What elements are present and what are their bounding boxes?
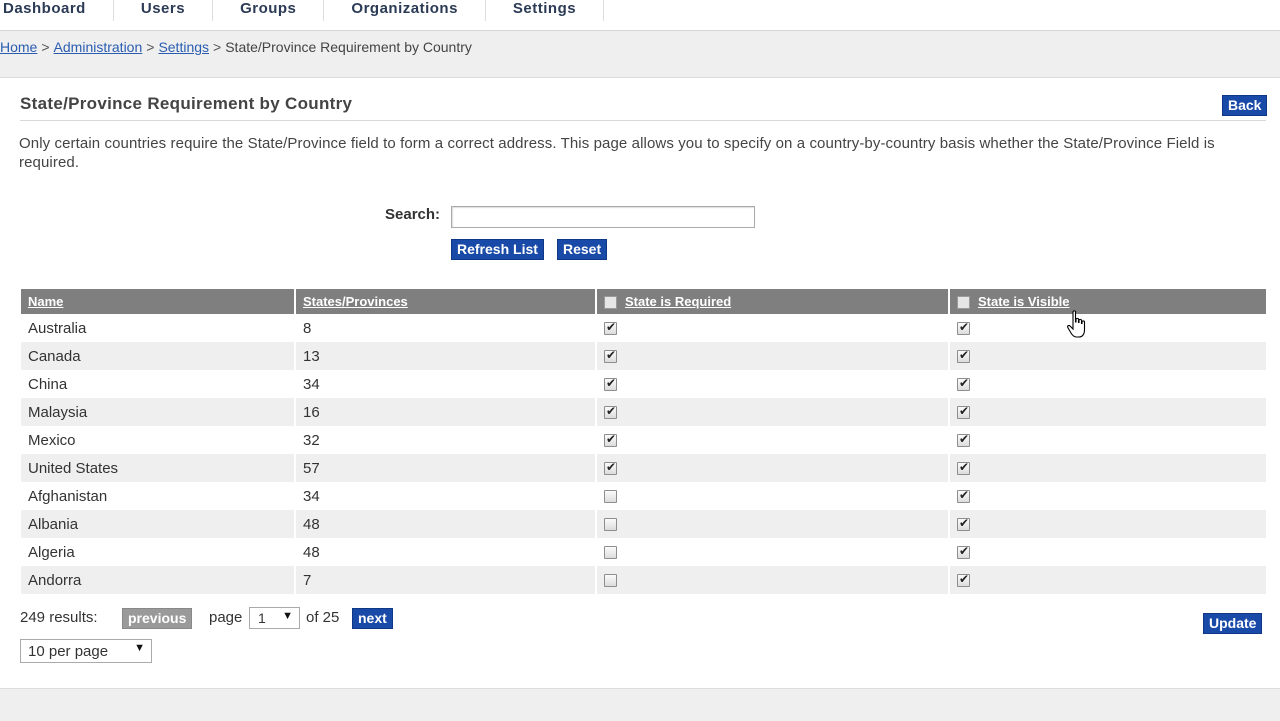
nav-organizations[interactable]: Organizations bbox=[324, 0, 486, 21]
state-required-checkbox[interactable] bbox=[604, 322, 617, 335]
visible-cell bbox=[949, 398, 1266, 426]
per-page-value: 10 per page bbox=[28, 643, 109, 660]
breadcrumb-administration[interactable]: Administration bbox=[53, 39, 143, 55]
country-name-cell: Mexico bbox=[21, 426, 295, 454]
states-count-cell: 8 bbox=[295, 314, 596, 342]
country-name-cell: Albania bbox=[21, 510, 295, 538]
visible-cell bbox=[949, 538, 1266, 566]
header-name bbox=[21, 289, 295, 314]
state-required-checkbox[interactable] bbox=[604, 350, 617, 363]
visible-cell bbox=[949, 370, 1266, 398]
state-visible-checkbox[interactable] bbox=[957, 462, 970, 475]
table-row bbox=[21, 566, 1266, 594]
previous-button[interactable]: previous bbox=[122, 608, 192, 629]
required-cell bbox=[596, 370, 949, 398]
country-name-cell: United States bbox=[21, 454, 295, 482]
breadcrumb-bar bbox=[0, 31, 1280, 78]
page-select-value: 1 bbox=[258, 610, 266, 626]
state-visible-checkbox[interactable] bbox=[957, 574, 970, 587]
search-label: Search: bbox=[385, 206, 441, 223]
sort-required-link[interactable]: State is Required bbox=[625, 293, 732, 309]
table-row bbox=[21, 398, 1266, 426]
back-button[interactable]: Back bbox=[1222, 95, 1267, 116]
table-row bbox=[21, 510, 1266, 538]
title-divider bbox=[20, 120, 1266, 121]
states-count-cell: 34 bbox=[295, 482, 596, 510]
states-count-cell: 13 bbox=[295, 342, 596, 370]
required-cell bbox=[596, 566, 949, 594]
visible-cell bbox=[949, 454, 1266, 482]
state-required-checkbox[interactable] bbox=[604, 462, 617, 475]
reset-button[interactable]: Reset bbox=[557, 239, 607, 260]
select-all-required-checkbox[interactable] bbox=[604, 296, 617, 309]
required-cell bbox=[596, 510, 949, 538]
nav-dashboard[interactable]: Dashboard bbox=[0, 0, 114, 21]
refresh-list-button[interactable]: Refresh List bbox=[451, 239, 544, 260]
state-required-checkbox[interactable] bbox=[604, 574, 617, 587]
state-visible-checkbox[interactable] bbox=[957, 434, 970, 447]
update-button[interactable]: Update bbox=[1203, 613, 1262, 634]
country-name-cell: Australia bbox=[21, 314, 295, 342]
breadcrumb-home[interactable]: Home bbox=[0, 39, 38, 55]
results-count: 249 results: bbox=[20, 609, 98, 626]
states-count-cell: 7 bbox=[295, 566, 596, 594]
page-title: State/Province Requirement by Country bbox=[20, 94, 353, 113]
page-total: of 25 bbox=[306, 609, 340, 626]
breadcrumb-separator: > bbox=[41, 39, 50, 55]
table-row bbox=[21, 426, 1266, 454]
dropdown-arrow-icon: ▼ bbox=[282, 610, 293, 622]
sort-name-link[interactable]: Name bbox=[28, 294, 64, 309]
sort-visible-link[interactable]: State is Visible bbox=[978, 293, 1070, 309]
header-required bbox=[596, 289, 949, 314]
visible-cell bbox=[949, 314, 1266, 342]
top-nav bbox=[0, 0, 1280, 31]
country-name-cell: Andorra bbox=[21, 566, 295, 594]
table-row bbox=[21, 454, 1266, 482]
states-count-cell: 16 bbox=[295, 398, 596, 426]
required-cell bbox=[596, 426, 949, 454]
nav-groups[interactable]: Groups bbox=[213, 0, 324, 21]
required-cell bbox=[596, 398, 949, 426]
visible-cell bbox=[949, 510, 1266, 538]
required-cell bbox=[596, 314, 949, 342]
next-button[interactable]: next bbox=[352, 608, 393, 629]
country-name-cell: Afghanistan bbox=[21, 482, 295, 510]
state-visible-checkbox[interactable] bbox=[957, 322, 970, 335]
hand-cursor-icon bbox=[1066, 309, 1088, 341]
select-all-visible-checkbox[interactable] bbox=[957, 296, 970, 309]
required-cell bbox=[596, 482, 949, 510]
state-visible-checkbox[interactable] bbox=[957, 546, 970, 559]
required-cell bbox=[596, 538, 949, 566]
state-visible-checkbox[interactable] bbox=[957, 518, 970, 531]
required-cell bbox=[596, 454, 949, 482]
search-input[interactable] bbox=[451, 206, 755, 228]
table-row bbox=[21, 482, 1266, 510]
states-count-cell: 32 bbox=[295, 426, 596, 454]
breadcrumb-separator: > bbox=[146, 39, 155, 55]
state-visible-checkbox[interactable] bbox=[957, 406, 970, 419]
header-visible bbox=[949, 289, 1266, 314]
state-required-checkbox[interactable] bbox=[604, 490, 617, 503]
visible-cell bbox=[949, 342, 1266, 370]
visible-cell bbox=[949, 482, 1266, 510]
sort-states-link[interactable]: States/Provinces bbox=[303, 294, 408, 309]
breadcrumb bbox=[0, 39, 472, 55]
state-visible-checkbox[interactable] bbox=[957, 490, 970, 503]
required-cell bbox=[596, 342, 949, 370]
header-states bbox=[295, 289, 596, 314]
states-count-cell: 34 bbox=[295, 370, 596, 398]
state-visible-checkbox[interactable] bbox=[957, 378, 970, 391]
dropdown-arrow-icon: ▼ bbox=[134, 642, 145, 654]
table-row bbox=[21, 370, 1266, 398]
table-row bbox=[21, 538, 1266, 566]
breadcrumb-separator: > bbox=[213, 39, 222, 55]
states-count-cell: 48 bbox=[295, 538, 596, 566]
page-select[interactable] bbox=[249, 607, 300, 629]
state-required-checkbox[interactable] bbox=[604, 546, 617, 559]
state-required-checkbox[interactable] bbox=[604, 434, 617, 447]
states-count-cell: 57 bbox=[295, 454, 596, 482]
states-count-cell: 48 bbox=[295, 510, 596, 538]
country-name-cell: Canada bbox=[21, 342, 295, 370]
state-required-checkbox[interactable] bbox=[604, 518, 617, 531]
country-name-cell: Algeria bbox=[21, 538, 295, 566]
per-page-select[interactable] bbox=[20, 639, 152, 663]
state-required-checkbox[interactable] bbox=[604, 406, 617, 419]
visible-cell bbox=[949, 426, 1266, 454]
table-row bbox=[21, 342, 1266, 370]
country-name-cell: China bbox=[21, 370, 295, 398]
state-visible-checkbox[interactable] bbox=[957, 350, 970, 363]
state-required-checkbox[interactable] bbox=[604, 378, 617, 391]
visible-cell bbox=[949, 566, 1266, 594]
breadcrumb-settings[interactable]: Settings bbox=[158, 39, 210, 55]
footer-bar bbox=[0, 688, 1280, 721]
page-label: page bbox=[209, 609, 243, 626]
country-name-cell: Malaysia bbox=[21, 398, 295, 426]
breadcrumb-current: State/Province Requirement by Country bbox=[225, 39, 472, 55]
nav-users[interactable]: Users bbox=[114, 0, 213, 21]
page-description: Only certain countries require the State/Province field to form a correct address. This page allows you to specify on a country-by-country basis whether the State/Province Field is required. bbox=[19, 135, 1215, 171]
nav-settings[interactable]: Settings bbox=[486, 0, 604, 21]
